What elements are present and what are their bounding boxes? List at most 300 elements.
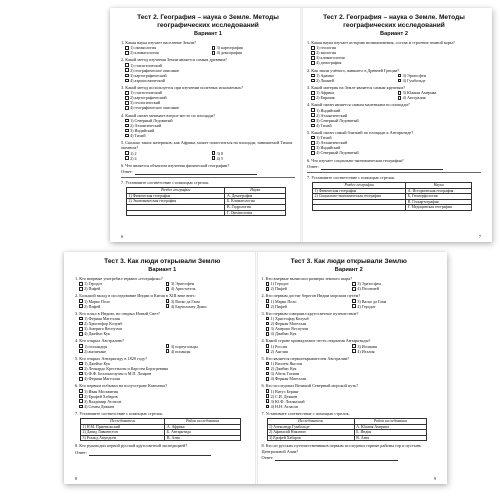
question-block: [75, 356, 250, 382]
checkbox-icon: [125, 79, 129, 83]
option-label: 4) демография: [216, 50, 242, 56]
checkbox-icon: [266, 322, 270, 326]
answer-options: [266, 281, 437, 291]
answer-options: [311, 90, 481, 100]
checkbox-icon: [266, 304, 270, 308]
answer-option: [352, 304, 436, 309]
option-label: 4) Тихий: [130, 133, 146, 139]
checkbox-icon: [266, 367, 270, 371]
option-label: 2) Англия: [270, 348, 288, 354]
question-block: [307, 85, 481, 100]
option-label: 3) Испания: [357, 343, 377, 349]
option-label: 1) Россия: [270, 343, 288, 349]
question-text: 8. Кто руководил первой русской кругосветной экспедицией?: [75, 443, 188, 449]
answer-blank: [135, 170, 257, 175]
answer-option: [125, 156, 209, 161]
checkbox-icon: [125, 156, 129, 160]
answer-option: [79, 376, 250, 381]
table-row: [313, 205, 472, 211]
option-label: 2) Фернан Магеллан: [270, 321, 307, 327]
option-label: 1) Иван Москвитин: [84, 388, 119, 394]
checkbox-icon: [125, 51, 129, 55]
option-label: 4) Семен Дежнев: [84, 403, 115, 409]
question-block: [262, 276, 437, 291]
option-label: 3) Абель Тасман: [270, 371, 300, 377]
table-cell: Б. Антарктида: [165, 430, 240, 436]
answer-line: [307, 164, 481, 170]
question-block: [75, 383, 250, 409]
answer-options: [79, 316, 250, 336]
option-label: 3) Эратосфен: [357, 281, 381, 287]
question-text: 4. Какой стране принадлежит честь открытия Антарктиды?: [261, 338, 371, 344]
test-title: Тест 3. Как люди открывали Землю: [104, 258, 221, 265]
table-cell: Б. Климатология: [225, 199, 286, 205]
question-block: [121, 113, 295, 139]
answer-label: Ответ:: [75, 449, 87, 455]
answer-option: [266, 286, 350, 291]
option-label: 3) португальцы: [170, 343, 198, 349]
checkbox-icon: [125, 68, 129, 72]
matching-table: [80, 418, 241, 441]
checkbox-icon: [311, 79, 315, 83]
option-label: 3) картография: [216, 45, 243, 51]
option-label: 2) картографический: [130, 95, 167, 101]
option-label: 2) географическое описание: [130, 67, 180, 73]
checkbox-icon: [311, 113, 315, 117]
question-block: [262, 356, 437, 382]
question-text: 1. Какая наука изучает население Земли?: [121, 40, 196, 45]
option-label: 4) Гумбольдт: [402, 77, 426, 83]
answer-option: [352, 349, 436, 354]
answer-options: [311, 108, 481, 128]
answer-options: [266, 344, 437, 354]
table-row: [81, 435, 241, 441]
option-label: 1) Марко Поло: [84, 298, 110, 304]
question-text: 6. Что является объектом изучения физической географии?: [121, 162, 230, 168]
answer-option: [311, 60, 481, 65]
option-label: 1) Тихий: [316, 135, 332, 141]
checkbox-icon: [266, 377, 270, 381]
option-label: 4) Северный Ледовитый: [316, 150, 359, 156]
question-block: [121, 57, 295, 83]
page-test-3-variant-1: [64, 252, 256, 484]
checkbox-icon: [79, 344, 83, 348]
answer-option: [398, 78, 482, 83]
answer-option: [79, 331, 250, 336]
table-cell: Г. Океанология: [225, 210, 286, 216]
question-block: [307, 68, 481, 83]
answer-options: [125, 90, 295, 110]
checkbox-icon: [398, 79, 402, 83]
page-number: 8: [75, 476, 78, 481]
checkbox-icon: [125, 63, 129, 67]
option-label: 4) Тихий: [316, 122, 332, 128]
option-label: 1) Марко Поло: [270, 298, 297, 304]
answer-option: [125, 50, 209, 55]
question-text: 7. Установите соответствие с помощью стрелок.: [121, 179, 210, 185]
page-test-3-variant-2: [256, 252, 448, 484]
question-text: 4. Какой океан является самым маленьким по площади?: [307, 102, 410, 108]
answer-options: [79, 299, 250, 309]
option-label: 2) Атлантический: [130, 122, 162, 128]
question-text: 1. Кто впервые употребил термин «география»?: [75, 276, 163, 281]
question-text: 5. Сколько таких материков, как Африка, может поместиться на площади, занимаемой Тихим океаном?: [121, 140, 293, 151]
variant-label: Вариант 1: [148, 267, 177, 273]
answer-option: [311, 150, 481, 155]
question-block: [262, 383, 437, 409]
option-label: 4) демография: [316, 60, 342, 66]
option-label: 1) Геродот: [84, 281, 103, 287]
table-cell: 1) Физическая география: [313, 188, 406, 194]
answer-options: [311, 45, 481, 65]
checkbox-icon: [311, 51, 315, 55]
checkbox-icon: [125, 91, 129, 95]
answer-blank: [275, 456, 397, 461]
option-label: 4) географическое описание: [130, 105, 180, 111]
checkbox-icon: [212, 51, 216, 55]
question-block: [307, 102, 481, 128]
option-label: 4) Н.Н. Атласов: [270, 403, 299, 409]
question-text: 5. Какой океан самый близкий по площади к Антарктиде?: [307, 129, 414, 135]
test-title: Тест 2. География – наука о Земле. Методы географических исследований: [137, 14, 279, 29]
checkbox-icon: [79, 372, 83, 376]
page-number: 9: [433, 476, 436, 481]
question-text: 2. Как звали учёного, жившего в Древней Греции?: [307, 67, 400, 73]
question-text: 7. Установите соответствие с помощью стрелок.: [307, 174, 396, 180]
answer-label: Ответ:: [261, 454, 274, 460]
option-label: 1) Фернан Магеллан: [84, 315, 120, 321]
option-label: 3) Америго Веспуччи: [270, 326, 309, 332]
question-block: [307, 40, 481, 66]
table-row: [267, 435, 427, 441]
question-text: 8. Кто из русских путешественников первым исследовал горные районы гор и пустынь Центральной Азии?: [261, 443, 421, 454]
table-cell: 3) Роальд Амундсен: [81, 435, 165, 441]
answer-option: [266, 349, 350, 354]
answer-option: [311, 123, 481, 128]
question-text: 3. Какой метод используется при изучении полезных ископаемых?: [121, 84, 243, 90]
option-label: 1) океанология: [130, 45, 157, 51]
option-label: 4) Фернан Магеллан: [84, 376, 120, 382]
checkbox-icon: [125, 134, 129, 138]
table-header-cell: Наука: [406, 182, 472, 188]
answer-options: [125, 151, 295, 161]
table-cell: [127, 210, 225, 216]
question-text: 2. Большой вклад в исследование Индии и Китая в XIII веке внес:: [75, 293, 196, 299]
question-block: [121, 180, 295, 216]
option-label: 2) Пифей: [270, 303, 287, 309]
checkbox-icon: [398, 96, 402, 100]
book-spread-test-2: [110, 8, 492, 242]
answer-options: [125, 45, 295, 55]
question-text: 3. Какой материк на Земле является самым крупным?: [307, 84, 406, 90]
checkbox-icon: [311, 141, 315, 145]
answer-option: [79, 349, 163, 354]
checkbox-icon: [79, 304, 83, 308]
checkbox-icon: [266, 317, 270, 321]
option-label: 4) Бартоломеу Диаш: [170, 303, 207, 309]
checkbox-icon: [125, 129, 129, 133]
answer-line: [75, 450, 250, 456]
checkbox-icon: [166, 304, 170, 308]
answer-option: [266, 304, 350, 309]
answer-option: [125, 133, 295, 138]
option-label: 3) климатология: [316, 55, 345, 61]
option-label: 4) Аристотель: [170, 286, 196, 292]
answer-option: [352, 286, 436, 291]
table-cell: В. Азия: [165, 435, 240, 441]
checkbox-icon: [266, 394, 270, 398]
checkbox-icon: [79, 322, 83, 326]
answer-option: [212, 156, 296, 161]
checkbox-icon: [398, 91, 402, 95]
table-header-cell: Наука: [225, 188, 286, 194]
checkbox-icon: [79, 317, 83, 321]
checkbox-icon: [125, 96, 129, 100]
book-spread-test-3: [64, 252, 447, 484]
answer-options: [311, 135, 481, 155]
matching-table: [126, 187, 286, 216]
answer-options: [266, 389, 437, 409]
test-title: Тест 2. География – наука о Земле. Методы географических исследований: [323, 14, 465, 29]
checkbox-icon: [79, 367, 83, 371]
checkbox-icon: [212, 156, 216, 160]
answer-option: [311, 78, 395, 83]
table-cell: В. Азия: [354, 435, 426, 441]
checkbox-icon: [311, 146, 315, 150]
option-label: 1) Индийский: [316, 107, 341, 113]
option-label: 1) Северный Ледовитый: [130, 117, 173, 123]
matching-table: [312, 182, 472, 211]
option-label: 2) Пифей: [84, 286, 101, 292]
option-label: 2) Христофор Колумб: [84, 321, 123, 327]
option-label: 3) Америго Веспуччи: [84, 326, 122, 332]
answer-label: Ответ:: [121, 168, 133, 174]
option-label: 3) Северный Ледовитый: [316, 117, 359, 123]
option-label: 2) Леонардо Крестенсен и Карстен Борхгревинк: [84, 366, 169, 372]
checkbox-icon: [311, 108, 315, 112]
option-label: 3) Южная Америка: [402, 90, 437, 96]
answer-option: [266, 404, 437, 409]
question-text: 7. Установите соответствие с помощью стрелок.: [75, 410, 164, 416]
option-label: 3) Ф.Ф. Беллинсгаузен и М.П. Лазарев: [84, 371, 152, 377]
checkbox-icon: [266, 327, 270, 331]
checkbox-icon: [311, 96, 315, 100]
option-label: 1) Христофор Колумб: [270, 315, 309, 321]
answer-options: [266, 316, 437, 336]
answer-option: [311, 95, 395, 100]
checkbox-icon: [266, 405, 270, 409]
answer-label: Ответ:: [307, 163, 319, 169]
checkbox-icon: [79, 349, 83, 353]
table-header-cell: Исследователь: [81, 419, 165, 425]
option-label: 1) Геродот: [270, 281, 289, 287]
answer-options: [79, 344, 250, 354]
option-label: 2) 4: [130, 155, 137, 161]
question-text: 1. Какая наука изучает историю возникновения, состав и строение земной коры?: [307, 40, 455, 45]
question-block: [307, 158, 481, 170]
option-label: 3) Эратосфен: [170, 281, 195, 287]
question-block: [307, 175, 481, 211]
page-number: 7: [478, 234, 481, 239]
table-header-cell: Раздел географии: [313, 182, 406, 188]
answer-option: [166, 304, 250, 309]
checkbox-icon: [266, 389, 270, 393]
question-block: [75, 338, 250, 353]
checkbox-icon: [311, 56, 315, 60]
option-label: 4) аэрокосмический: [130, 77, 165, 83]
question-block: [75, 293, 250, 308]
option-label: 2) Пифей: [270, 286, 287, 292]
checkbox-icon: [311, 61, 315, 65]
option-label: 2) англичане: [84, 348, 107, 354]
option-label: 1) 2: [130, 150, 137, 156]
option-label: 4) Фернан Магеллан: [270, 376, 307, 382]
checkbox-icon: [311, 74, 315, 78]
question-text: 7. Установите соответствие с помощью стрелок.: [261, 410, 350, 416]
option-label: 2) Линней: [316, 77, 334, 83]
table-header-cell: Раздел географии: [127, 188, 225, 194]
question-block: [262, 443, 437, 460]
option-label: 3) Владимир Атласов: [84, 398, 122, 404]
option-label: 4) Джеймс Кук: [84, 331, 110, 337]
question-block: [262, 311, 437, 337]
checkbox-icon: [125, 119, 129, 123]
answer-options: [79, 389, 250, 409]
answer-line: [262, 455, 437, 461]
table-cell: А. Африка: [165, 424, 240, 430]
option-label: 3) Эратосфен: [402, 72, 426, 78]
question-block: [75, 443, 250, 455]
checkbox-icon: [266, 372, 270, 376]
table-cell: А. Южная Америка: [354, 424, 426, 430]
checkbox-icon: [311, 124, 315, 128]
checkbox-icon: [212, 151, 216, 155]
checkbox-icon: [352, 282, 356, 286]
option-label: 2) Джеймс Кук: [270, 366, 297, 372]
question-block: [262, 338, 437, 353]
option-label: 1) статистический: [130, 90, 162, 96]
table-cell: А. Демография: [225, 193, 286, 199]
checkbox-icon: [266, 332, 270, 336]
matching-table: [267, 418, 428, 441]
option-label: 4) 5: [216, 155, 224, 161]
table-cell: В. Гидрология: [225, 204, 286, 210]
table-header-cell: Исследователь: [267, 419, 354, 425]
option-label: 3) Васко да Гама: [170, 298, 200, 304]
option-label: 1) Джеймс Кук: [84, 360, 110, 366]
table-cell: В. Геокартография: [406, 199, 472, 205]
answer-option: [79, 304, 163, 309]
checkbox-icon: [352, 344, 356, 348]
checkbox-icon: [352, 349, 356, 353]
question-block: [75, 311, 250, 337]
variant-label: Вариант 1: [194, 31, 222, 37]
table-cell: Г. Медицинская география: [406, 205, 472, 211]
checkbox-icon: [266, 282, 270, 286]
answer-options: [79, 281, 250, 291]
checkbox-icon: [79, 299, 83, 303]
checkbox-icon: [125, 124, 129, 128]
checkbox-icon: [266, 344, 270, 348]
checkbox-icon: [125, 46, 129, 50]
table-cell: 2) Афанасий Никитин: [267, 430, 354, 436]
question-text: 4. Какой океан занимает второе место по площади?: [121, 112, 216, 118]
answer-blank: [321, 165, 443, 170]
table-cell: 2) Давид Ливингстон: [81, 430, 165, 436]
checkbox-icon: [311, 136, 315, 140]
option-label: 3) геологический: [130, 100, 161, 106]
answer-options: [266, 361, 437, 381]
table-header-cell: Район исследования: [165, 419, 240, 425]
question-block: [262, 293, 437, 308]
table-cell: 1) Физическая география: [127, 193, 225, 199]
option-label: 2) экология: [316, 50, 336, 56]
option-label: 4) испанцы: [170, 348, 191, 354]
checkbox-icon: [79, 394, 83, 398]
answer-option: [79, 286, 163, 291]
answer-options: [266, 299, 437, 309]
option-label: 4) Италия: [357, 348, 375, 354]
option-label: 2) С.И. Дежнев: [270, 393, 298, 399]
checkbox-icon: [311, 91, 315, 95]
checkbox-icon: [79, 287, 83, 291]
question-text: 2. Кто первым достиг берегов Индии морским путём?: [261, 293, 361, 299]
option-label: 4) Австралия: [402, 95, 426, 101]
checkbox-icon: [79, 389, 83, 393]
answer-options: [311, 73, 481, 83]
checkbox-icon: [125, 74, 129, 78]
table-cell: 3) Ерофей Хабаров: [267, 435, 354, 441]
question-block: [75, 276, 250, 291]
checkbox-icon: [125, 101, 129, 105]
checkbox-icon: [125, 106, 129, 110]
option-label: 2) Атлантический: [316, 140, 348, 146]
checkbox-icon: [311, 46, 315, 50]
question-block: [121, 163, 295, 175]
checkbox-icon: [311, 119, 315, 123]
answer-option: [266, 331, 437, 336]
option-label: 3) Индийский: [316, 145, 341, 151]
question-block: [121, 140, 295, 161]
answer-option: [125, 78, 295, 83]
answer-options: [125, 63, 295, 83]
checkbox-icon: [352, 304, 356, 308]
option-label: 1) Африка: [316, 90, 334, 96]
option-label: 2) Ерофей Хабаров: [84, 393, 118, 399]
table-cell: 1) Н.М. Пржевальский: [81, 424, 165, 430]
answer-options: [79, 361, 250, 381]
checkbox-icon: [166, 349, 170, 353]
question-text: 2. Какой метод изучения Земли является самым древним?: [121, 57, 227, 63]
checkbox-icon: [79, 399, 83, 403]
option-label: 1) Арамко: [316, 72, 334, 78]
table-header-cell: Район исследования: [354, 419, 426, 425]
checkbox-icon: [352, 299, 356, 303]
option-label: 4) Птолемей: [357, 286, 379, 292]
question-text: 5. Кто открыл Антарктиду в 1820 году?: [75, 355, 148, 361]
table-cell: 1) Александр Гумбольдт: [267, 424, 354, 430]
checkbox-icon: [166, 299, 170, 303]
option-label: 4) Джеймс Кук: [270, 331, 297, 337]
checkbox-icon: [79, 327, 83, 331]
option-label: 3) Индийский: [130, 127, 155, 133]
answer-options: [125, 118, 295, 138]
checkbox-icon: [266, 287, 270, 291]
option-label: 1) голландцы: [84, 343, 108, 349]
checkbox-icon: [266, 399, 270, 403]
checkbox-icon: [79, 282, 83, 286]
answer-option: [79, 404, 250, 409]
